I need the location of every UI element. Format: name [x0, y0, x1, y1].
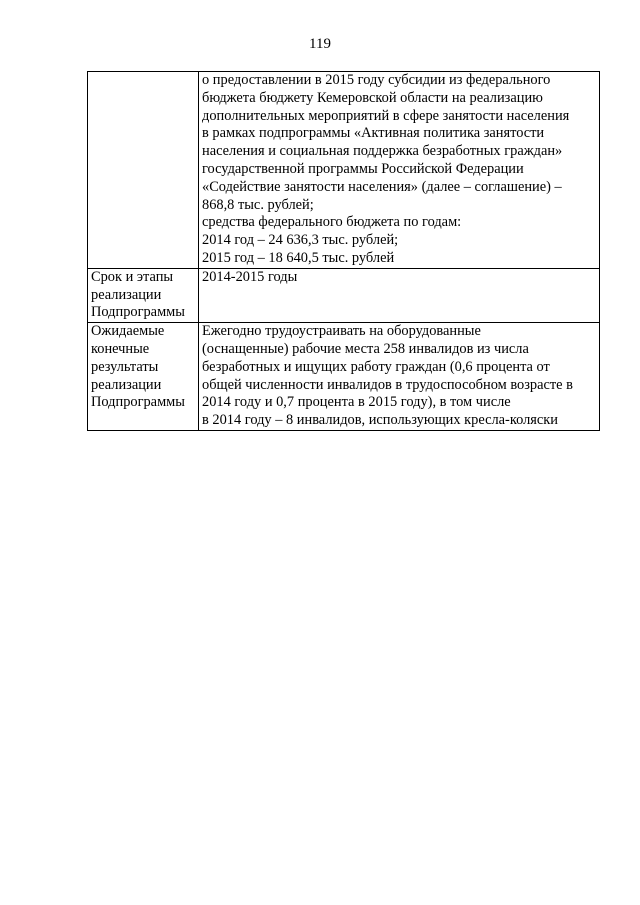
page-number: 119 [309, 36, 331, 52]
results-content-cell [199, 323, 600, 431]
label-line: результаты [91, 358, 159, 375]
content-line: безработных и ищущих работу граждан (0,6 процента от [202, 358, 550, 375]
content-line: о предоставлении в 2015 году субсидии из федерального [202, 72, 551, 88]
funding-content-cell [199, 72, 600, 269]
content-line: дополнительных мероприятий в сфере занятости населения [202, 107, 570, 124]
content-line: населения и социальная поддержка безработных граждан» [202, 143, 563, 160]
content-line: государственной программы Российской Федерации [202, 160, 524, 177]
label-line: Срок и этапы [91, 268, 174, 285]
row-label-cell [88, 72, 199, 269]
content-line: в 2014 году – 8 инвалидов, использующих кресла-коляски [202, 412, 558, 429]
content-line: средства федерального бюджета по годам: [202, 214, 462, 231]
content-line: 2014 год – 24 636,3 тыс. рублей; [202, 232, 399, 249]
content-line: 2014 году и 0,7 процента в 2015 году), в том числе [202, 394, 511, 411]
label-line: реализации [91, 376, 162, 393]
table-row-terms [88, 268, 600, 322]
content-line: (оснащенные) рабочие места 258 инвалидов из числа [202, 340, 529, 357]
content-line: в рамках подпрограммы «Активная политика занятости [202, 125, 545, 142]
content-line: 2015 год – 18 640,5 тыс. рублей [202, 249, 395, 266]
label-line: Подпрограммы [91, 394, 185, 411]
table-row-funding [88, 72, 600, 269]
terms-content-cell [199, 268, 600, 322]
label-line: конечные [91, 340, 150, 357]
content-line: бюджета бюджету Кемеровской области на реализацию [202, 89, 543, 106]
content-line: «Содействие занятости населения» (далее – соглашение) – [202, 178, 562, 195]
label-line: реализации [91, 286, 162, 303]
label-line: Подпрограммы [91, 304, 185, 321]
table-row-results [88, 323, 600, 431]
content-line: общей численности инвалидов в трудоспособном возрасте в [202, 376, 573, 393]
row-label-cell [88, 268, 199, 322]
row-label-cell [88, 323, 199, 431]
passport-table [87, 71, 600, 431]
label-line: Ожидаемые [91, 323, 165, 340]
content-line: 2014-2015 годы [202, 268, 298, 285]
content-line: 868,8 тыс. рублей; [202, 196, 314, 213]
content-line: Ежегодно трудоустраивать на оборудованные [202, 323, 481, 340]
